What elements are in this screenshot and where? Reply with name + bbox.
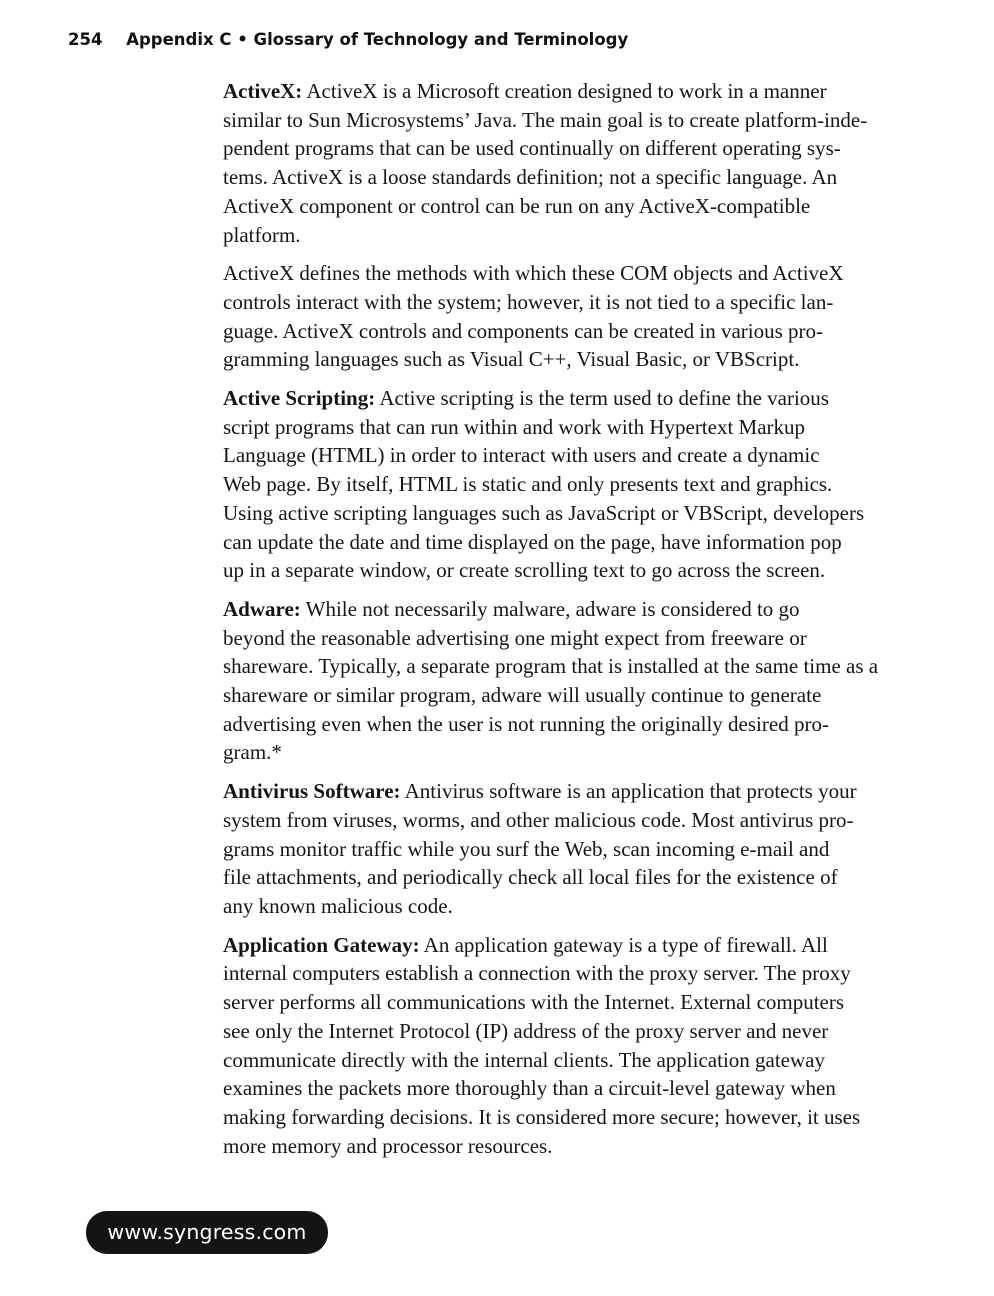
definition-line: guage. ActiveX controls and components can be created in various pro- [223,318,824,343]
definition-line: advertising even when the user is not running the originally desired pro- [223,711,829,736]
definition-line: ActiveX is a Microsoft creation designed to work in a manner [302,79,827,103]
definition-line: script programs that can run within and work with Hypertext Markup [223,414,806,439]
definition-line: system from viruses, worms, and other malicious code. Most antivirus pro- [223,807,854,832]
definition-line: ActiveX defines the methods with which these COM objects and ActiveX [223,261,844,286]
definition-line: internal computers establish a connection with the proxy server. The proxy [223,961,851,986]
definition-line: pendent programs that can be used continually on different operating sys- [223,136,841,161]
running-title: Appendix C • Glossary of Technology and Terminology [126,30,629,49]
definition-line: any known malicious code. [223,893,453,918]
definition-line: controls interact with the system; however, it is not tied to a specific lan- [223,289,834,314]
definition-line: beyond the reasonable advertising one might expect from freeware or [223,625,807,650]
definition-line: tems. ActiveX is a loose standards definition; not a specific language. An [223,165,838,190]
definition-line: Web page. By itself, HTML is static and only presents text and graphics. [223,472,833,497]
definition-line: shareware or similar program, adware will usually continue to generate [223,683,822,708]
definition-line: up in a separate window, or create scrolling text to go across the screen. [223,558,826,583]
definition-line: Active scripting is the term used to define the various [375,386,829,411]
glossary-entry-activex-continued [223,259,923,374]
glossary-term: Antivirus Software: [223,779,401,804]
definition-line: grams monitor traffic while you surf the Web, scan incoming e-mail and [223,836,830,861]
definition-line: shareware. Typically, a separate program that is installed at the same time as a [223,654,879,679]
definition-line: gram.* [223,740,282,765]
definition-line: Antivirus software is an application that protects your [400,779,857,804]
definition-line: platform. [223,222,301,247]
definition-line: An application gateway is a type of firewall. All [419,932,828,957]
glossary-entry-application-gateway [223,931,923,1161]
glossary-entry-antivirus-software [223,777,923,921]
definition-line: ActiveX component or control can be run on any ActiveX-compatible [223,193,811,218]
glossary-term: Adware: [223,596,301,621]
glossary-term: ActiveX: [223,79,303,103]
glossary-body [223,77,923,1170]
definition-line: similar to Sun Microsystems’ Java. The main goal is to create platform-inde- [223,107,868,132]
glossary-entry-active-scripting [223,384,923,585]
definition-line: Language (HTML) in order to interact with users and create a dynamic [223,443,820,468]
page-number: 254 [68,30,103,49]
definition-line: more memory and processor resources. [223,1133,553,1158]
definition-line: making forwarding decisions. It is considered more secure; however, it uses [223,1104,861,1129]
glossary-entry-adware [223,595,923,767]
definition-line: gramming languages such as Visual C++, Visual Basic, or VBScript. [223,347,800,372]
glossary-entry-activex [223,77,923,249]
publisher-url-badge: www.syngress.com [86,1211,328,1254]
definition-line: file attachments, and periodically check all local files for the existence of [223,865,838,890]
definition-line: can update the date and time displayed on the page, have information pop [223,529,842,554]
glossary-term: Application Gateway: [223,932,420,957]
definition-line: Using active scripting languages such as JavaScript or VBScript, developers [223,500,865,525]
definition-line: While not necessarily malware, adware is considered to go [300,596,800,621]
definition-line: examines the packets more thoroughly than a circuit-level gateway when [223,1076,836,1101]
definition-line: see only the Internet Protocol (IP) address of the proxy server and never [223,1018,829,1043]
glossary-term: Active Scripting: [223,386,376,411]
running-head [68,30,628,49]
definition-line: server performs all communications with the Internet. External computers [223,990,845,1015]
definition-line: communicate directly with the internal clients. The application gateway [223,1047,825,1072]
